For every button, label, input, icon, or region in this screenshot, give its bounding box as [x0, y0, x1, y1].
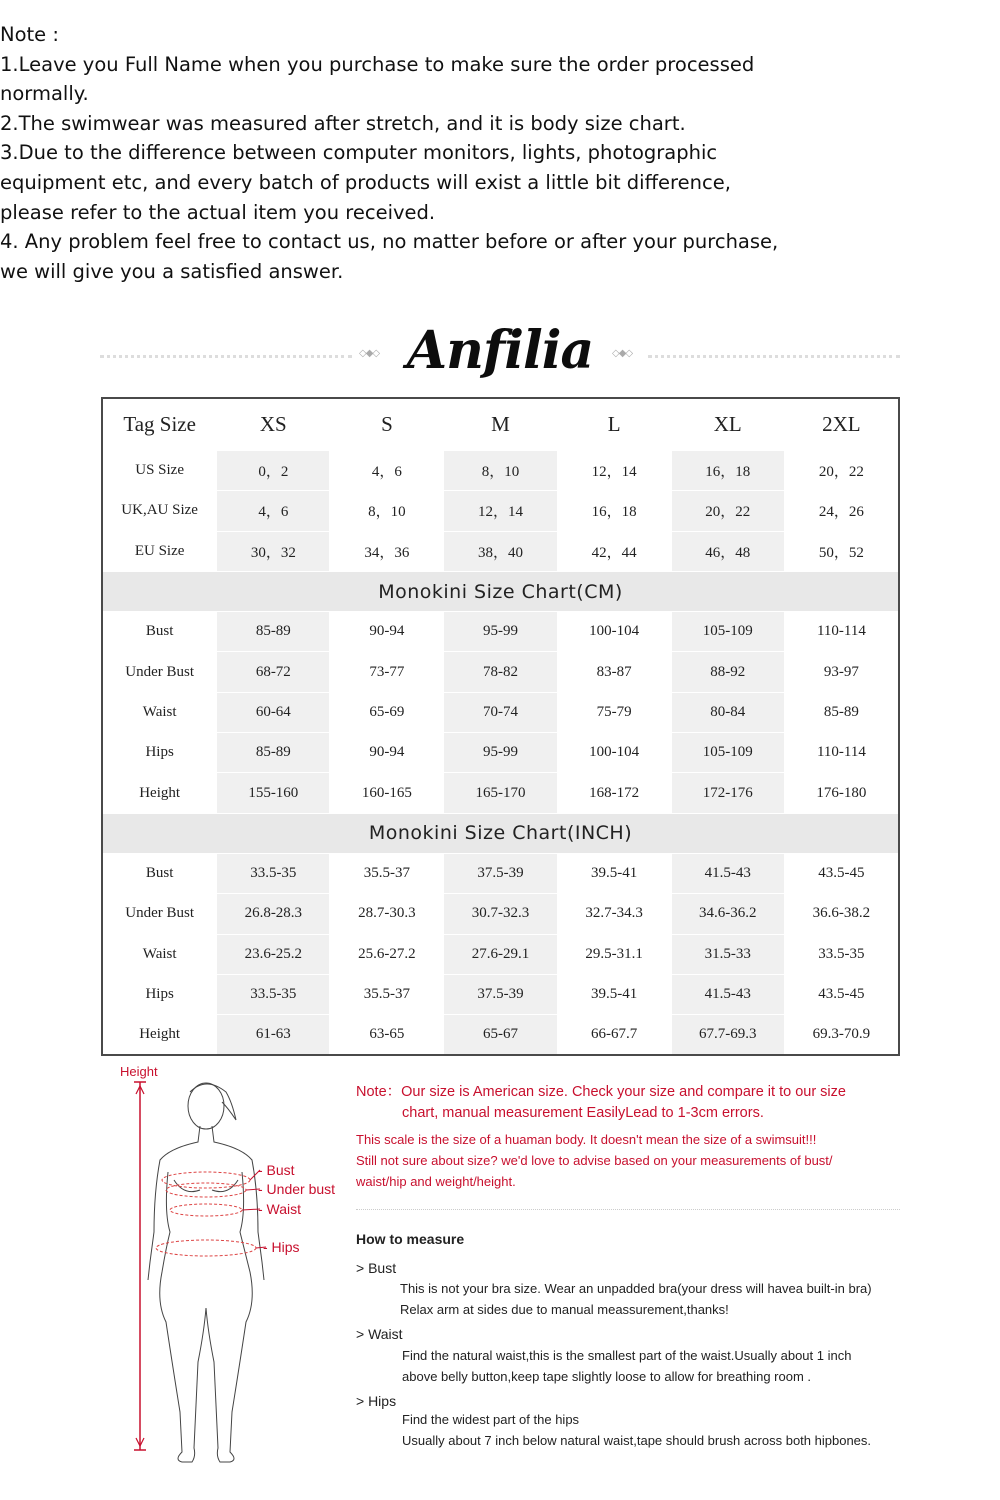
size-value-cell: 39.5-41	[557, 974, 671, 1014]
section-title-inch: Monokini Size Chart(INCH)	[102, 813, 899, 853]
hips-label: - Hips	[263, 1239, 300, 1255]
size-value-cell: 85-89	[217, 612, 330, 652]
note-item-2: 2.The swimwear was measured after stretch, and it is body size chart.	[0, 111, 686, 135]
size-value-cell: 172-176	[671, 773, 784, 813]
table-header-row	[102, 398, 899, 451]
size-value-cell: 50，52	[784, 531, 899, 571]
size-value-cell: 27.6-29.1	[444, 934, 557, 974]
size-value-cell: 66-67.7	[557, 1015, 671, 1055]
bust-line-2: Relax arm at sides due to manual meassurement,thanks!	[400, 1302, 729, 1317]
size-value-cell: 32.7-34.3	[557, 894, 671, 934]
size-value-cell: 73-77	[330, 652, 444, 692]
row-label-cell: Under Bust	[102, 652, 217, 692]
size-value-cell: 43.5-45	[784, 853, 899, 893]
row-label-cell: Bust	[102, 612, 217, 652]
notes-block	[0, 20, 800, 286]
header-cell: M	[444, 398, 557, 451]
size-value-cell: 65-67	[444, 1015, 557, 1055]
size-value-cell: 95-99	[444, 733, 557, 773]
how-to-measure-title: How to measure	[356, 1231, 465, 1247]
table-row	[102, 894, 899, 934]
size-value-cell: 30.7-32.3	[444, 894, 557, 934]
note-item-4: 4. Any problem feel free to contact us, no matter before or after your purchase, we will give you a satisfied answer.	[0, 230, 779, 283]
size-value-cell: 69.3-70.9	[784, 1015, 899, 1055]
size-value-cell: 8，10	[330, 491, 444, 531]
body-measurement-figure	[110, 1062, 350, 1472]
brand-header	[100, 318, 900, 388]
table-row	[102, 491, 899, 531]
size-value-cell: 88-92	[671, 652, 784, 692]
row-label-cell: Height	[102, 773, 217, 813]
section-row-cm	[102, 571, 899, 611]
size-value-cell: 46，48	[671, 531, 784, 571]
header-cell: L	[557, 398, 671, 451]
size-value-cell: 33.5-35	[784, 934, 899, 974]
cm-rows	[102, 612, 899, 813]
size-value-cell: 12，14	[557, 451, 671, 491]
size-value-cell: 39.5-41	[557, 853, 671, 893]
size-value-cell: 8，10	[444, 451, 557, 491]
size-value-cell: 83-87	[557, 652, 671, 692]
size-value-cell: 4，6	[330, 451, 444, 491]
size-value-cell: 78-82	[444, 652, 557, 692]
table-row	[102, 733, 899, 773]
size-value-cell: 4，6	[217, 491, 330, 531]
note-item-3: 3.Due to the difference between computer monitors, lights, photographic equipment etc, and every batch of products will exist a little bit difference, please refer to the actual item you received.	[0, 141, 731, 224]
table-row	[102, 934, 899, 974]
size-value-cell: 31.5-33	[671, 934, 784, 974]
size-value-cell: 176-180	[784, 773, 899, 813]
hips-line-2: Usually about 7 inch below natural waist,tape should brush across both hipbones.	[402, 1433, 872, 1448]
row-label-cell: Hips	[102, 974, 217, 1014]
height-label: Height	[120, 1064, 158, 1079]
size-value-cell: 100-104	[557, 612, 671, 652]
size-value-cell: 67.7-69.3	[671, 1015, 784, 1055]
row-label-cell: US Size	[102, 451, 217, 491]
size-value-cell: 155-160	[217, 773, 330, 813]
row-label-cell: Waist	[102, 934, 217, 974]
size-value-cell: 38，40	[444, 531, 557, 571]
table-row	[102, 1015, 899, 1055]
size-value-cell: 0，2	[217, 451, 330, 491]
conversion-rows	[102, 451, 899, 572]
size-note-line-2: chart, manual measurement EasilyLead to 1-3cm errors.	[402, 1105, 764, 1121]
size-value-cell: 24，26	[784, 491, 899, 531]
size-value-cell: 34，36	[330, 531, 444, 571]
body-outline-icon	[110, 1062, 350, 1472]
header-cell: S	[330, 398, 444, 451]
divider	[356, 1209, 900, 1210]
size-value-cell: 20，22	[671, 491, 784, 531]
scale-note-line-3: waist/hip and weight/height.	[356, 1174, 516, 1189]
size-value-cell: 68-72	[217, 652, 330, 692]
header-cell: 2XL	[784, 398, 899, 451]
scale-note-line-2: Still not sure about size? we'd love to advise based on your measurements of bust/	[356, 1153, 833, 1168]
size-chart-table	[101, 397, 900, 1056]
row-label-cell: UK,AU Size	[102, 491, 217, 531]
divider-right	[648, 355, 900, 358]
brand-logo: Anfilia	[406, 320, 594, 381]
note-item-1: 1.Leave you Full Name when you purchase to make sure the order processed normally.	[0, 52, 755, 106]
size-value-cell: 110-114	[784, 612, 899, 652]
size-value-cell: 37.5-39	[444, 853, 557, 893]
size-value-cell: 63-65	[330, 1015, 444, 1055]
row-label-cell: EU Size	[102, 531, 217, 571]
bust-title: > Bust	[356, 1260, 397, 1276]
size-value-cell: 41.5-43	[671, 974, 784, 1014]
size-value-cell: 95-99	[444, 612, 557, 652]
waist-title: > Waist	[356, 1326, 403, 1342]
table-row	[102, 652, 899, 692]
size-value-cell: 100-104	[557, 733, 671, 773]
size-note-line-1: Note：Our size is American size. Check your size and compare it to our size	[356, 1084, 846, 1100]
size-value-cell: 16，18	[671, 451, 784, 491]
size-value-cell: 168-172	[557, 773, 671, 813]
header-cell: XS	[217, 398, 330, 451]
size-value-cell: 105-109	[671, 733, 784, 773]
size-value-cell: 70-74	[444, 692, 557, 732]
size-value-cell: 35.5-37	[330, 853, 444, 893]
size-value-cell: 85-89	[217, 733, 330, 773]
size-value-cell: 23.6-25.2	[217, 934, 330, 974]
table-row	[102, 531, 899, 571]
size-value-cell: 61-63	[217, 1015, 330, 1055]
size-value-cell: 16，18	[557, 491, 671, 531]
size-value-cell: 36.6-38.2	[784, 894, 899, 934]
diamond-ornament-icon: ◇◆◇	[612, 348, 633, 359]
size-value-cell: 110-114	[784, 733, 899, 773]
table-row	[102, 773, 899, 813]
row-label-cell: Waist	[102, 692, 217, 732]
size-value-cell: 34.6-36.2	[671, 894, 784, 934]
size-value-cell: 90-94	[330, 733, 444, 773]
section-row-inch	[102, 813, 899, 853]
hips-title: > Hips	[356, 1393, 397, 1409]
waist-line-2: above belly button,keep tape slightly loose to allow for breathing room .	[402, 1369, 812, 1384]
size-value-cell: 28.7-30.3	[330, 894, 444, 934]
size-value-cell: 26.8-28.3	[217, 894, 330, 934]
size-value-cell: 25.6-27.2	[330, 934, 444, 974]
diamond-ornament-icon: ◇◆◇	[359, 348, 380, 359]
table-row	[102, 692, 899, 732]
row-label-cell: Height	[102, 1015, 217, 1055]
waist-line-1: Find the natural waist,this is the smallest part of the waist.Usually about 1 inch	[402, 1348, 852, 1363]
note-heading: Note :	[0, 23, 59, 46]
size-value-cell: 105-109	[671, 612, 784, 652]
size-value-cell: 42，44	[557, 531, 671, 571]
bust-label: - Bust	[258, 1162, 295, 1178]
size-value-cell: 93-97	[784, 652, 899, 692]
section-title-cm: Monokini Size Chart(CM)	[102, 571, 899, 611]
size-value-cell: 12，14	[444, 491, 557, 531]
size-value-cell: 165-170	[444, 773, 557, 813]
size-value-cell: 33.5-35	[217, 853, 330, 893]
divider-left	[100, 355, 352, 358]
row-label-cell: Bust	[102, 853, 217, 893]
size-value-cell: 90-94	[330, 612, 444, 652]
table-row	[102, 612, 899, 652]
inch-rows	[102, 853, 899, 1054]
table-row	[102, 974, 899, 1014]
size-value-cell: 43.5-45	[784, 974, 899, 1014]
size-value-cell: 160-165	[330, 773, 444, 813]
hips-line-1: Find the widest part of the hips	[402, 1412, 580, 1427]
bust-line-1: This is not your bra size. Wear an unpadded bra(your dress will havea built-in bra)	[400, 1281, 872, 1296]
scale-note-line-1: This scale is the size of a huaman body. It doesn't mean the size of a swimsuit!!!	[356, 1132, 817, 1147]
size-value-cell: 29.5-31.1	[557, 934, 671, 974]
size-value-cell: 37.5-39	[444, 974, 557, 1014]
table-row	[102, 451, 899, 491]
under-bust-label: - Under bust	[258, 1181, 336, 1197]
size-value-cell: 85-89	[784, 692, 899, 732]
row-label-cell: Hips	[102, 733, 217, 773]
size-value-cell: 41.5-43	[671, 853, 784, 893]
size-value-cell: 30，32	[217, 531, 330, 571]
table-row	[102, 853, 899, 893]
size-value-cell: 35.5-37	[330, 974, 444, 1014]
size-value-cell: 80-84	[671, 692, 784, 732]
header-cell: Tag Size	[102, 398, 217, 451]
size-value-cell: 75-79	[557, 692, 671, 732]
size-value-cell: 60-64	[217, 692, 330, 732]
header-cell: XL	[671, 398, 784, 451]
waist-label: - Waist	[258, 1201, 302, 1217]
size-value-cell: 65-69	[330, 692, 444, 732]
size-value-cell: 33.5-35	[217, 974, 330, 1014]
size-value-cell: 20，22	[784, 451, 899, 491]
row-label-cell: Under Bust	[102, 894, 217, 934]
